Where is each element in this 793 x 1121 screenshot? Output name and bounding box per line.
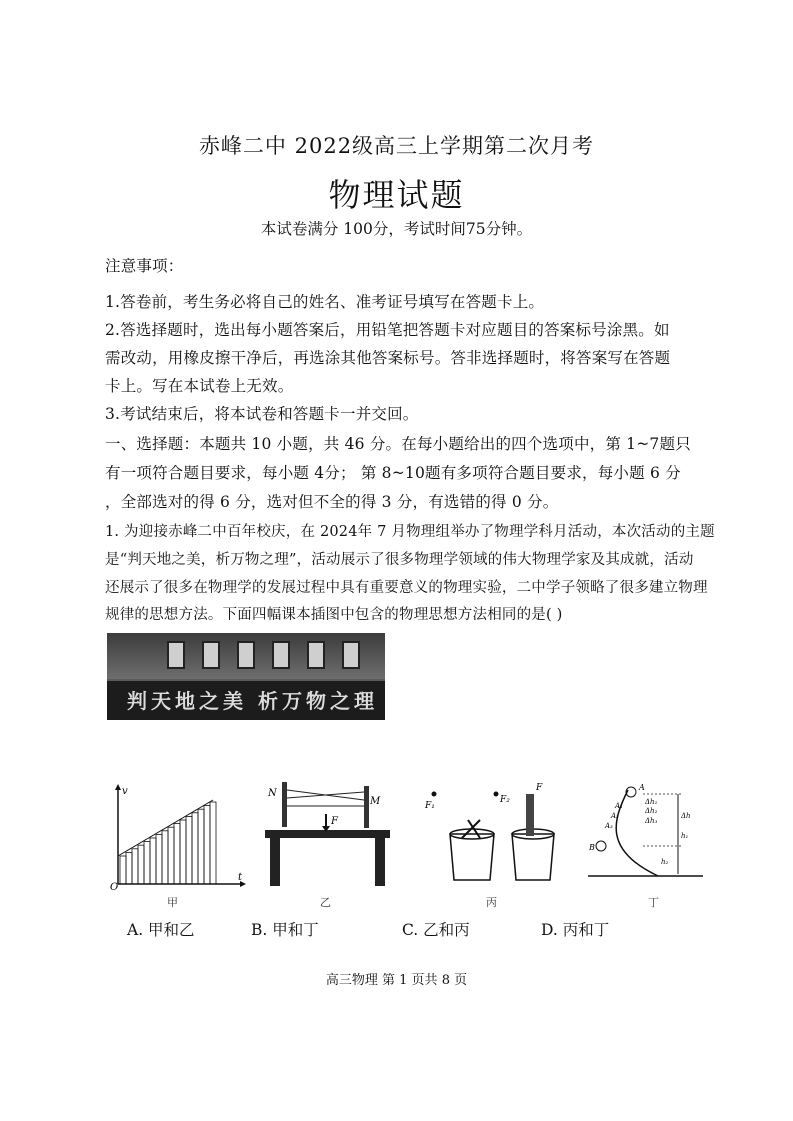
step-bar: [162, 831, 168, 884]
step-bar: [144, 842, 150, 884]
cup-left: [450, 834, 494, 880]
question-line: 规律的思想方法。下面四幅课本插图中包含的物理思想方法相同的是( ): [105, 607, 563, 623]
question-line: 是“判天地之美，析万物之理”，活动展示了很多物理学领域的伟大物理学家及其成就，活动: [105, 552, 694, 568]
figure-caption-bing: 丙: [486, 896, 497, 909]
figure-caption-ding: 丁: [648, 896, 659, 909]
label-h2: h₂: [661, 858, 669, 866]
step-bar: [180, 820, 186, 884]
option-b: B. 甲和丁: [251, 921, 319, 939]
note-line: 2.答选择题时，选出每小题答案后，用铅笔把答题卡对应题目的答案标号涂黑。如: [105, 321, 670, 339]
ball-b: [596, 841, 606, 851]
mirror-m: [364, 786, 369, 828]
figure-bing-cups: [420, 776, 560, 891]
label-f: F: [536, 783, 543, 793]
step-bar: [120, 856, 126, 884]
table-top: [265, 830, 390, 838]
rod: [526, 794, 534, 836]
option-c: C. 乙和丙: [402, 921, 470, 939]
section-line: 一、选择题：本题共 10 小题，共 46 分。在每小题给出的四个选项中，第 1~7题只: [105, 435, 691, 453]
figure-yi-mirror-table: [260, 776, 395, 891]
subject-title: 物理试题: [328, 176, 465, 214]
axis-y-label: v: [122, 786, 128, 797]
label-f2: F₂: [500, 795, 510, 805]
note-line: 卡上。写在本试卷上无效。: [105, 377, 294, 395]
label-dh: Δh: [681, 812, 691, 820]
label-dh2: Δh₂: [645, 807, 658, 815]
figure-caption-jia: 甲: [167, 896, 178, 909]
point: [494, 792, 499, 797]
figure-jia-vt-graph: [108, 782, 248, 892]
section-line: ，全部选对的得 6 分，选对但不全的得 3 分，有选错的得 0 分。: [105, 493, 559, 511]
window: [167, 641, 185, 669]
label-a3: A₃: [605, 822, 613, 830]
step-bar: [210, 802, 216, 884]
question-line: 1. 为迎接赤峰二中百年校庆，在 2024年 7 月物理组举办了物理学科月活动，本次活动的主题: [105, 524, 715, 540]
step-bar: [198, 809, 204, 884]
step-bars: [120, 802, 216, 884]
slope-line: [118, 800, 213, 856]
note-line: 需改动，用橡皮擦干净后，再选涂其他答案标号。答非选择题时，将答案写在答题: [105, 349, 671, 367]
page-footer: 高三物理 第 1 页共 8 页: [325, 973, 468, 988]
label-f: F: [331, 816, 338, 827]
label-m: M: [370, 796, 381, 807]
label-dh3: Δh₃: [645, 817, 658, 825]
question-line: 还展示了很多在物理学的发展过程中具有重要意义的物理实验，二中学子领略了很多建立物理: [105, 580, 708, 596]
option-a: A. 甲和乙: [127, 921, 195, 939]
exam-title: 赤峰二中 2022级高三上学期第二次月考: [198, 134, 595, 158]
mirror-n: [282, 782, 287, 827]
table-leg: [375, 838, 385, 886]
label-a1: A₁: [615, 802, 623, 810]
label-a2: A₂: [611, 812, 619, 820]
point: [432, 792, 437, 797]
step-bar: [138, 845, 144, 884]
option-d: D. 丙和丁: [541, 921, 610, 939]
banner-text: 判天地之美 析万物之理: [127, 689, 378, 713]
section-line: 有一项符合题目要求，每小题 4分； 第 8~10题有多项符合题目要求，每小题 6 分: [105, 464, 681, 482]
label-n: N: [268, 788, 277, 799]
notes-heading: 注意事项：: [105, 257, 184, 275]
step-bar: [168, 827, 174, 884]
note-line: 1.答卷前，考生务必将自己的姓名、准考证号填写在答题卡上。: [105, 293, 545, 311]
label-b: B: [589, 843, 595, 852]
table-leg: [270, 838, 280, 886]
figure-caption-yi: 乙: [320, 896, 331, 909]
label-dh1: Δh₁: [645, 798, 658, 806]
step-bar: [156, 834, 162, 884]
step-bar: [174, 824, 180, 884]
step-bar: [204, 806, 210, 884]
light-ray: [287, 792, 364, 798]
origin-label: O: [110, 882, 119, 892]
axis-x-label: t: [238, 872, 243, 883]
step-bar: [132, 849, 138, 884]
window: [272, 641, 290, 669]
label-f1: F₁: [425, 801, 435, 811]
note-line: 3.考试结束后，将本试卷和答题卡一并交回。: [105, 405, 419, 423]
window: [237, 641, 255, 669]
figure-ding-curve: [583, 780, 713, 890]
label-h1: h₁: [681, 832, 689, 840]
label-a: A: [639, 783, 645, 792]
window: [307, 641, 325, 669]
cup-right: [512, 834, 554, 880]
window: [202, 641, 220, 669]
step-bar: [192, 813, 198, 884]
step-bar: [126, 852, 132, 884]
step-bar: [150, 838, 156, 884]
window: [342, 641, 360, 669]
activity-photo: [107, 633, 385, 720]
y-axis-arrow: [115, 784, 121, 790]
step-bar: [186, 816, 192, 884]
exam-info: 本试卷满分 100分，考试时间75分钟。: [260, 220, 533, 238]
